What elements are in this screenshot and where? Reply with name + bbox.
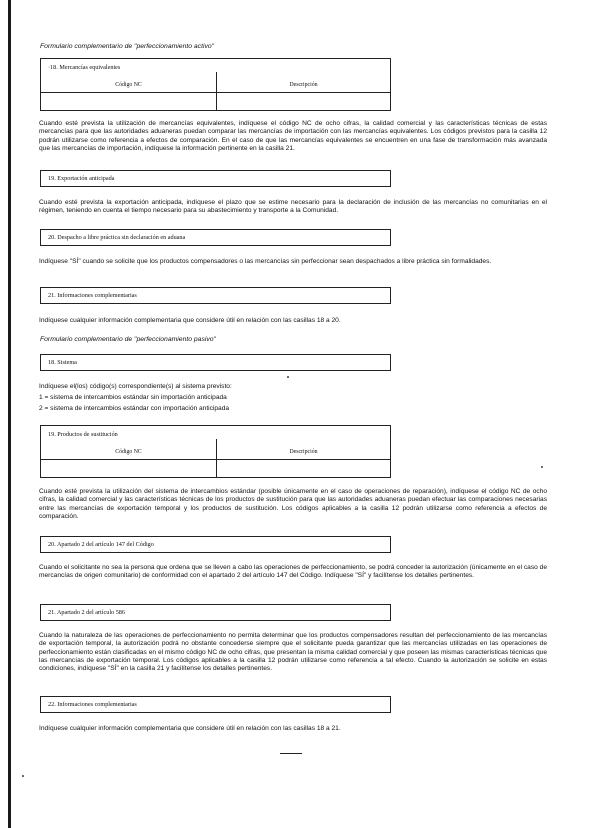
box-21-additional-info xyxy=(40,287,391,304)
box-20-release-free-circulation xyxy=(40,229,391,246)
heading-passive-form: Formulario complementario de "perfeccionamiento pasivo" xyxy=(40,336,216,343)
system-code-1: 1 = sistema de intercambios estándar sin importación anticipada xyxy=(39,394,227,401)
instruction-box-18p: Indíquese el(los) código(s) correspondiente(s) al sistema previsto: xyxy=(39,383,232,390)
box-19-label: 19. Exportación anticipada xyxy=(48,175,115,182)
system-code-2: 2 = sistema de intercambios estándar con importación anticipada xyxy=(39,405,230,412)
instruction-box-21p: Cuando la naturaleza de las operaciones de perfeccionamiento no permita determinar que los productos compensadores resultan del perfeccionamiento de las mercancías de exportación temporal, la autorización podrá no obstante concederse siempre que el solicitante pueda garantizar que las mercancías utilizadas en las operaciones de perfeccionamiento están clasificadas en el mismo código NC de ocho cifras, que presentan la misma calidad comercial y que poseen las mismas características técnicas que las mercancías de exportación temporal. Los códigos aplicables a la casilla 12 podrán utilizarse como referencia a tal efecto. Cuando la autorización se solicite en estas condiciones, indíquese "SÍ" en la casilla 21 y facilítense los detalles pertinentes. xyxy=(39,632,547,673)
col-header-description: Descripción xyxy=(289,82,318,88)
box-22p-additional-info xyxy=(40,696,391,713)
instruction-box-22p: Indíquese cualquier información complementaria que considere útil en relación con las casillas 18 a 21. xyxy=(39,725,341,732)
box-19p-entry-row xyxy=(41,459,390,479)
instruction-box-21: Indíquese cualquier información complementaria que considere útil en relación con las casillas 18 a 20. xyxy=(39,317,341,324)
box-20p-article-147 xyxy=(40,536,391,553)
scan-speck xyxy=(22,775,24,777)
box-21-label: 21. Informaciones complementarias xyxy=(48,292,137,299)
box-21p-article-586 xyxy=(40,604,391,621)
scan-speck xyxy=(287,376,289,378)
heading-active-form: Formulario complementario de "perfeccionamiento activo" xyxy=(40,43,215,50)
box-18-equivalent-goods xyxy=(40,58,391,111)
box-18-label: ·18. Mercancías equivalentes xyxy=(48,64,121,71)
left-margin-rule xyxy=(8,0,11,828)
col-header-nc-code: Código NC xyxy=(115,82,142,88)
box-18-entry-row xyxy=(41,92,390,112)
box-18p-label: 18. Sistema xyxy=(48,359,77,366)
end-of-page-rule xyxy=(280,753,302,754)
box-20p-label: 20. Apartado 2 del artículo 147 del Código xyxy=(48,541,154,548)
col-header-description-2: Descripción xyxy=(289,449,318,455)
box-18p-system xyxy=(40,354,391,371)
instruction-box-19p: Cuando esté prevista la utilización del sistema de intercambios estándar (posible únicamente en el caso de operaciones de reparación), indíquese el código NC de ocho cifras, la calidad comercial y las características técnicas de los productos de sustitución para que las autoridades aduaneras puedan efectuar las comparaciones necesarias entre las mercancías de exportación temporal y los productos de sustitución. Los códigos aplicables a la casilla 12 podrán utilizarse como referencia a efectos de comparación. xyxy=(39,488,547,520)
instruction-box-18: Cuando esté prevista la utilización de mercancías equivalentes, indíquese el código NC de ocho cifras, la calidad comercial y las características técnicas de estas mercancías para que las autoridades aduaneras puedan comparar las mercancías de importación con las mercancías equivalentes. Los códigos previstos para la casilla 12 podrán utilizarse como referencia a efectos de comparación. En el caso de que las mercancías equivalentes se encuentren en una fase de transformación más avanzada que las mercancías de importación, indíquese la información pertinente en la casilla 21. xyxy=(39,120,547,152)
instruction-box-20p: Cuando el solicitante no sea la persona que ordena que se lleven a cabo las operaciones de perfeccionamiento, se podrá conceder la autorización (únicamente en el caso de mercancías de origen comunitario) de conformidad con el apartado 2 del artículo 147 del Código. Indíquese "SÍ" y facilítense los detalles pertinentes. xyxy=(39,564,547,580)
box-22p-label: 22. Informaciones complementarias xyxy=(48,701,137,708)
box-19p-substitute-products xyxy=(40,425,391,478)
box-20-label: 20. Despacho a libre práctica sin declaración en aduana xyxy=(48,234,186,241)
instruction-box-19: Cuando esté prevista la exportación anticipada, indíquese el plazo que se estime necesario para la declaración de inclusión de las mercancías no comunitarias en el régimen, teniendo en cuenta el tiempo necesario para su abastecimiento y transporte a la Comunidad. xyxy=(39,199,547,215)
scan-speck xyxy=(541,466,543,468)
instruction-box-20: Indíquese "SÍ" cuando se solicite que los productos compensadores o las mercancías sin perfeccionar sean despachados a libre práctica sin formalidades. xyxy=(39,258,492,265)
col-header-nc-code-2: Código NC xyxy=(115,449,142,455)
box-19-advance-export xyxy=(40,170,391,187)
box-19p-label: 19. Productos de sustitución xyxy=(48,431,118,438)
box-21p-label: 21. Apartado 2 del artículo 586 xyxy=(48,609,125,616)
